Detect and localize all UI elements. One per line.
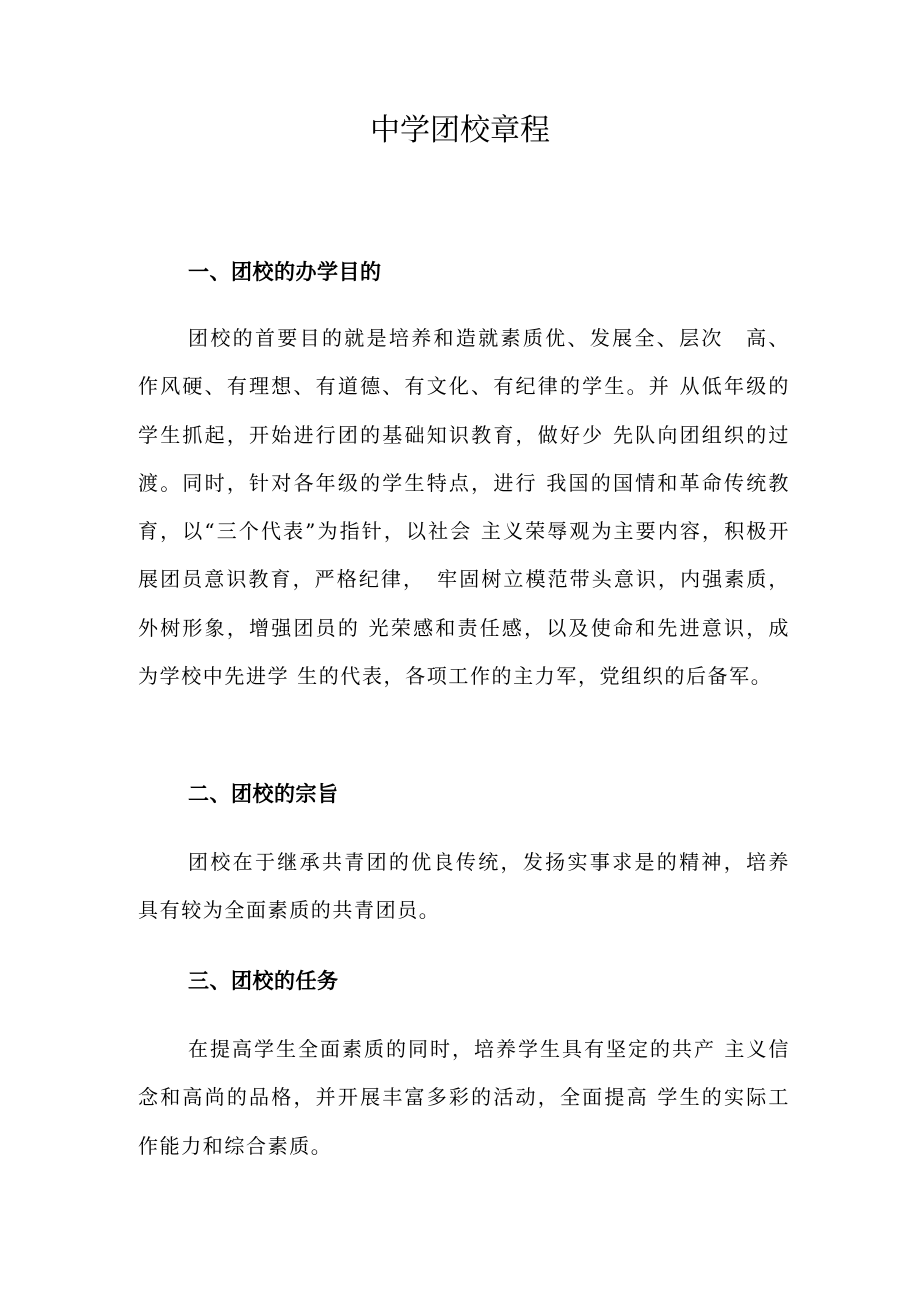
section-tasks	[138, 965, 790, 1170]
document-title: 中学团校章程	[370, 113, 550, 148]
section-body: 团校在于继承共青团的优良传统，发扬实事求是的精神，培养具有较为全面素质的共青团员。	[138, 850, 790, 923]
section-heading: 三、团校的任务	[188, 969, 339, 993]
section-heading: 一、团校的办学目的	[188, 260, 382, 284]
section-tenet	[138, 778, 790, 935]
section-body: 团校的首要目的就是培养和造就素质优、发展全、层次 高、作风硬、有理想、有道德、有文化、有纪律的学生。并 从低年级的学生抓起，开始进行团的基础知识教育，做好少 先队向团组织的过渡。同时，针对各年级的学生特点，进行 我国的国情和革命传统教育，以“三个代表”为指针，以社会 主义荣辱观为主要内容，积极开展团员意识教育，严格纪律， 牢固树立模范带头意识，内强素质，外树形象，增强团员的 光荣感和责任感，以及使命和先进意识，成为学校中先进学 生的代表，各项工作的主力军，党组织的后备军。	[138, 326, 790, 689]
section-body: 在提高学生全面素质的同时，培养学生具有坚定的共产 主义信念和高尚的品格，并开展丰富多彩的活动，全面提高 学生的实际工作能力和综合素质。	[138, 1037, 790, 1158]
section-purpose	[138, 256, 790, 700]
section-heading: 二、团校的宗旨	[188, 782, 339, 806]
